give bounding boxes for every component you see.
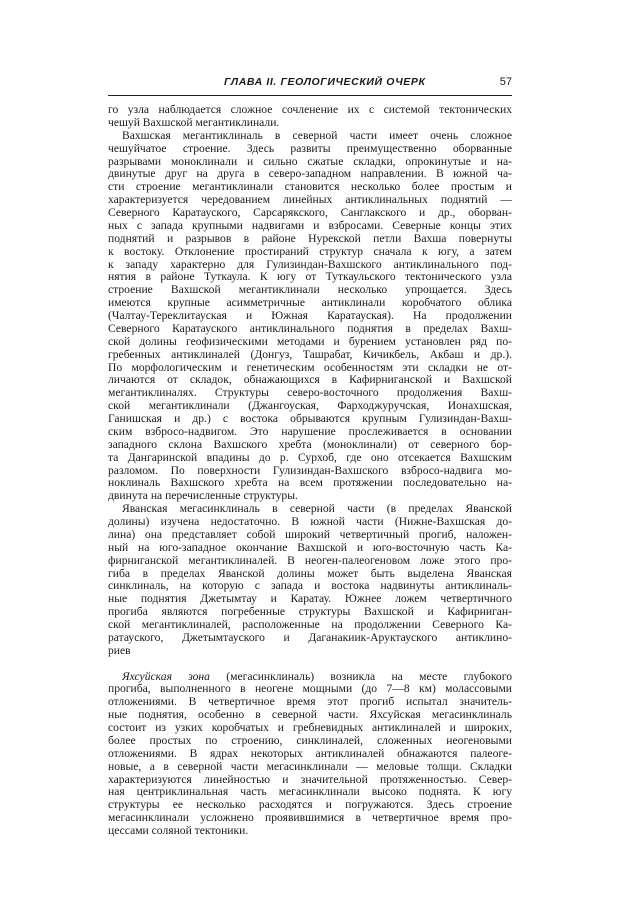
text-line: гребенных антиклиналей (Донгуз, Ташрабат, Кичикбель, Акбаш и др.). [108, 347, 512, 361]
body-text [108, 104, 512, 838]
text-line: прогиба являются погребенные структуры Вахшской и Кафирниган- [108, 605, 512, 619]
text-line: цессами соляной тектоники. [108, 824, 249, 837]
running-head [108, 76, 512, 94]
text-line: долины) изучена недостаточно. В южной части (Нижне-Вахшская до- [108, 515, 512, 528]
italic-term: Яхсуйская зона [122, 669, 210, 683]
text-line: двинута на перечисленные структуры. [108, 489, 298, 503]
text-line: (Чалтау-Тереклитауская и Южная Каратауская). На продолжении [108, 309, 512, 322]
text-line: ноклиналь Вахшского хребта на всем протяжении последовательно на- [108, 476, 512, 490]
text-line: западного склона Вахшского хребта (моноклинали) от северного бор- [108, 437, 512, 451]
text-line: более простых по строению, синклиналей, сложенных неогеновыми [108, 733, 512, 747]
text-line: риев [108, 643, 131, 657]
text-line: прогиба, выполненного в неогене мощными (до 7—8 км) молассовыми [108, 682, 512, 696]
text-line: характеризуются линейностью и значительной протяженностью. Север- [108, 772, 512, 786]
text-line: разломом. По поверхности Гулизиндан-Вахшского взбросо-надвига мо- [108, 463, 512, 477]
text-line: ных с запада крупными надвигами и взбросами. Северные концы этих [108, 218, 512, 232]
text-line: двинутые друг на друга в северо-западном направлении. В южной ча- [108, 167, 512, 181]
text-line: строение Вахшской мегантиклинали несколько упрощается. Здесь [108, 283, 512, 297]
running-title: ГЛАВА II. ГЕОЛОГИЧЕСКИЙ ОЧЕРК [224, 76, 426, 88]
text-line: новые, а в северной части мегасинклинали — меловые толщи. Складки [108, 759, 512, 773]
text-line: отложениями. В четвертичное время этот прогиб испытал значитель- [108, 695, 512, 709]
page-number: 57 [499, 76, 512, 88]
text-line: чешуйчатое строение. Здесь развиты преимущественно оборванные [108, 141, 512, 155]
text-line: состоит из узких коробчатых и гребневидных антиклиналей и широких, [108, 721, 512, 734]
text-line: структуры ее несколько расходятся и погружаются. Здесь строение [108, 798, 512, 812]
text-line: ные поднятия, особенно в северной части. Яхсуйская мегасинклиналь [108, 708, 512, 722]
line-rest: (мегасинклиналь) возникла на месте глубокого [209, 669, 512, 683]
text-line: лина) она представляет собой широкий четвертичный прогиб, наложен- [108, 527, 512, 541]
text-line: мегасинклинали усложнено проявившимися в четвертичное время про- [108, 811, 512, 825]
text-line: личаются от складок, обнажающихся в Кафирниганской и Вахшской [108, 373, 512, 387]
text-line: Вахшская мегантиклиналь в северной части имеет очень сложное [122, 128, 512, 142]
text-line: ской долины геофизическими методами и бурением установлен ряд по- [108, 334, 512, 348]
text-line: По морфологическим и генетическим особенностям эти складки не от- [108, 360, 512, 374]
text-line: нятия в районе Туткаула. К югу от Туткаульского тектонического узла [108, 270, 512, 284]
text-line: синклиналь, на которую с запада и востока надвинуты антиклиналь- [108, 579, 512, 593]
text-line: ской мегантиклинали (Джангоуская, Фарходжуручская, Ионахшская, [108, 399, 512, 413]
text-line: ской мегантиклиналей, расположенные на продолжении Северного Ка- [108, 618, 512, 631]
text-line: фирниганской мегантиклиналей. В неоген-палеогеновом ложе этого про- [108, 553, 512, 567]
text-line: поднятий и разрывов в районе Нурекской петли Вахша повернуты [108, 231, 512, 245]
text-line: го узла наблюдается сложное сочленение их с системой тектонических [108, 103, 512, 116]
text-line: Северного Каратауского, Сарсарякского, Санглакского и др., оборван- [108, 206, 512, 219]
text-line: имеются крупные асимметричные антиклинали коробчатого облика [108, 296, 512, 310]
header-rule [108, 95, 512, 96]
text-line: ные поднятия Джетымтау и Каратау. Южнее ложем четвертичного [108, 592, 512, 606]
text-line: ским взбросо-надвигом. Это нарушение прослеживается в основании [108, 424, 512, 438]
text-line: Северного Каратауского антиклинального поднятия в пределах Вахш- [108, 321, 512, 335]
text-line: к востоку. Отклонение простираний структур сначала к югу, а затем [108, 244, 512, 258]
text-line: к западу характерно для Гулизиндан-Вахшского антиклинального под- [108, 257, 512, 271]
text-line: гиба в пределах Яванской долины может быть выделена Яванская [108, 566, 512, 580]
text-line: ратауского, Джетымтауского и Даганакиик-Аруктауского антиклино- [108, 630, 512, 644]
text-line: сти строение мегантиклинали становится несколько более простым и [108, 180, 512, 194]
text-line: отложениями. В ядрах некоторых антиклиналей обнажаются палеоге- [108, 746, 512, 760]
text-line: Ганишская и др.) с востока обрываются крупным Гулизиндан-Вахш- [108, 412, 512, 425]
text-line: ная центриклинальная часть мегасинклинали высоко поднята. К югу [108, 785, 512, 799]
text-line: характеризуется чередованием линейных антиклинальных поднятий — [108, 193, 512, 207]
text-line: ный на юго-западное окончание Вахшской и юго-восточную часть Ка- [108, 540, 512, 554]
text-line: чешуй Вахшской мегантиклинали. [108, 115, 280, 129]
text-line: Яванская мегасинклиналь в северной части (в пределах Яванской [122, 502, 512, 516]
text-line: та Дангаринской впадины до р. Сурхоб, где оно отсекается Вахшским [108, 450, 512, 464]
text-line: мегантиклиналях. Структуры северо-восточного продолжения Вахш- [108, 386, 512, 400]
text-line: разрывами моноклинали и сильно сжатые складки, опрокинутые и на- [108, 154, 512, 168]
